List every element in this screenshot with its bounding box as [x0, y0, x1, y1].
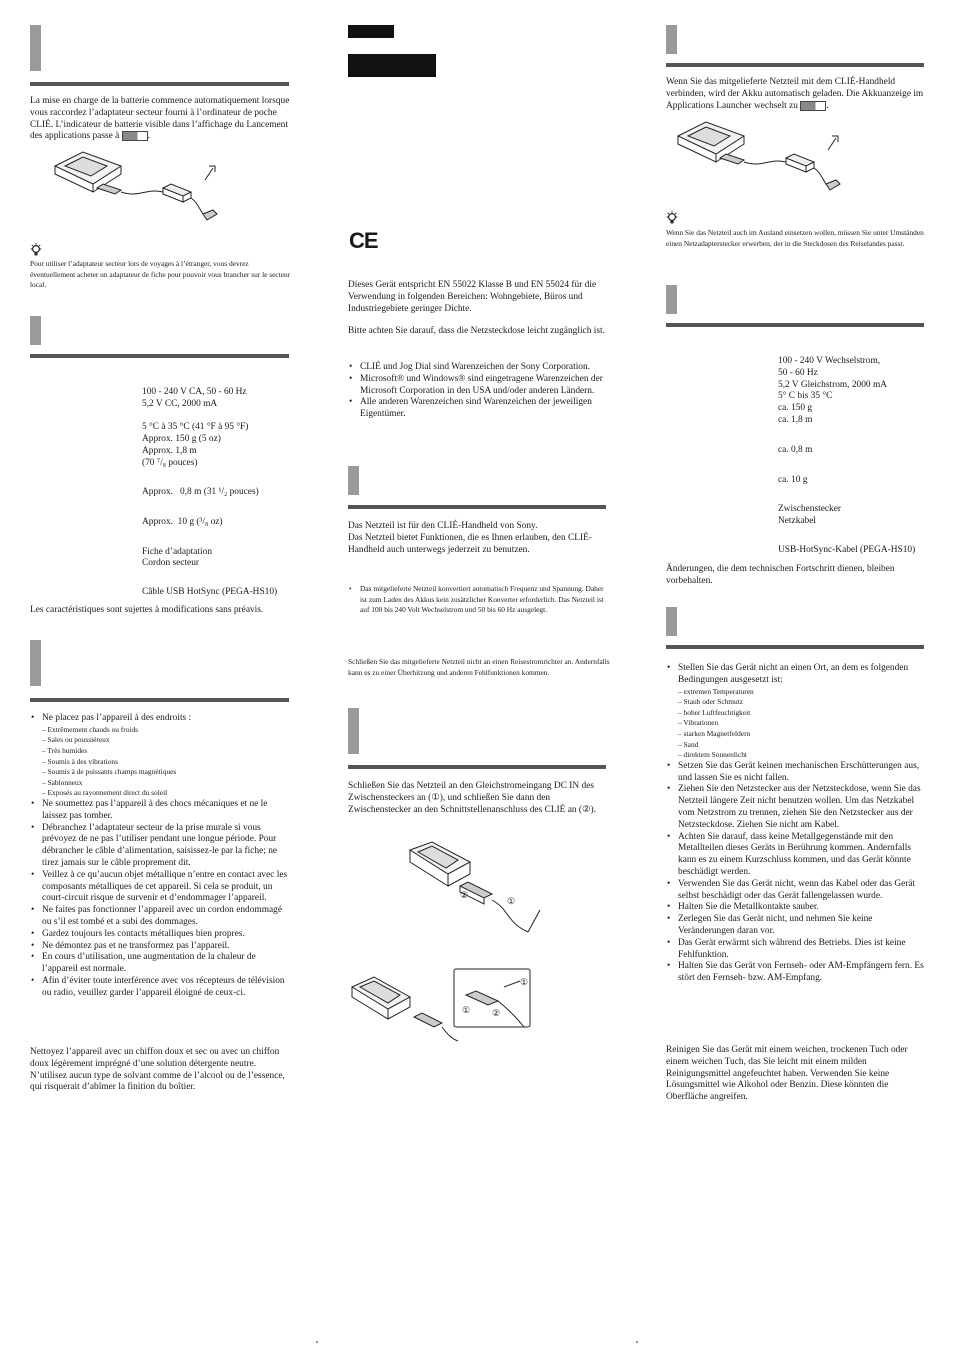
spec-note-de: Änderungen, die dem technischen Fortschritt dienen, bleiben vorbehalten. [666, 564, 895, 586]
section-marker-charge-fr [30, 25, 41, 71]
section-marker-connect [348, 708, 359, 754]
list-item: • Afin d’éviter toute interférence avec vos récepteurs de télévision ou radio, veuillez garder l’appareil éloigné de ceux-ci. [31, 976, 290, 1000]
battery-charging-icon [800, 100, 829, 111]
spec-weight-fr: Approx. 10 g (³/₈ oz) [142, 517, 223, 527]
charge-text-de-body: Wenn Sie das mitgelieferte Netzteil mit dem CLIÉ-Handheld verbinden, wird der Akku automatisch geladen. Die Akkuanzeige im Applications Launcher wechselt zu [666, 77, 924, 111]
spec-line: 5,2 V Gleichstrom, 2000 mA [778, 379, 888, 390]
section-rule-connect [348, 765, 606, 769]
list-item: – Sablonneux [42, 777, 83, 787]
ce-mark: CE [349, 228, 378, 253]
list-item: • Ne soumettez pas l’appareil à des chocs mécaniques et ne le laissez pas tomber. [31, 799, 290, 823]
fold-mark [636, 1341, 638, 1343]
spec-line: (70 ⁷/₈ pouces) [142, 457, 198, 468]
charge-text-de-end: . [826, 100, 829, 111]
callout-num-2: ② [460, 890, 469, 900]
cleaning-de: Reinigen Sie das Gerät mit einem weichen, trockenen Tuch oder einem weichen Tuch, das Sie leicht mit einem milden Reinigungsmittel angefeuchtet haben. Verwenden Sie keine Lösungsmittel wie Alkohol oder Benzin. Diese könnten die Oberfläche angreifen. [666, 1045, 908, 1103]
cleaning-fr: Nettoyez l’appareil avec un chiffon doux et sec ou avec un chiffon doux légèrement imprégné d’une solution détergente neutre. N’utilisez aucun type de solvant comme de l’alcool ou de l’essence, qui risquerait d’abîmer la finition du boîtier. [30, 1047, 285, 1093]
spec-line: 5 °C à 35 °C (41 °F à 95 °F) [142, 422, 249, 433]
list-item: • Zerlegen Sie das Gerät nicht, und nehmen Sie keine Veränderungen daran vor. [667, 914, 926, 938]
callout-num-1: ① [507, 896, 516, 906]
spec-note-fr: Les caractéristiques sont sujettes à modifications sans préavis. [30, 605, 264, 615]
precautions-list-de [667, 663, 926, 985]
spec-line [142, 411, 292, 423]
list-item: – Sand [678, 740, 926, 751]
callout-num-2-inset: ② [492, 1008, 501, 1018]
list-item: • Setzen Sie das Gerät keinen mechanischen Erschütterungen aus, und lassen Sie es nicht fallen. [667, 761, 926, 785]
list-item: – direktem Sonnenlicht [678, 750, 926, 761]
charge-text-de [666, 77, 928, 113]
list-item: – Soumis à des vibrations [42, 756, 118, 766]
tip-text-fr: Pour utiliser l’adaptateur secteur lors de voyages à l’étranger, vous devrez éventuellement acheter un adaptateur de fiche pour pouvoir vous brancher sur le secteur local. [30, 259, 291, 290]
section-marker-intro [348, 466, 359, 495]
spec-line: ca. 150 g [778, 403, 813, 414]
list-item: – hoher Luftfeuchtigkeit [678, 708, 926, 719]
charging-illustration-de [668, 118, 848, 192]
charge-text-fr [30, 96, 292, 143]
list-item: • Halten Sie die Metallkontakte sauber. [667, 902, 926, 914]
callout-num-1-inset: ① [462, 1005, 471, 1015]
section-rule-precautions-de [666, 645, 924, 649]
list-item: – Vibrationen [678, 718, 926, 729]
list-item: • Ziehen Sie den Netzstecker aus der Netzsteckdose, wenn Sie das Netzteil längere Zeit nicht benutzen wollen. Um das Netzkabel vom Netzstrom zu trennen, ziehen Sie den Netzstecker aus der Netzsteckdose. Ziehen Sie nicht am Kabel. [667, 784, 926, 831]
list-item: • Achten Sie darauf, dass keine Metallgegenstände mit den Metallteilen dieses Geräts in Berührung kommen. Andernfalls kann es zu einem Kurzschluss kommen, und das Gerät könnte beschädigt werden. [667, 832, 926, 879]
section-marker-specs-de [666, 285, 677, 314]
list-item: – Extrêmement chauds ou froids [42, 724, 139, 734]
list-item: – starken Magnetfeldern [678, 729, 926, 740]
language-tab-small [348, 25, 394, 38]
section-rule-intro [348, 505, 606, 509]
feature-list [349, 584, 608, 616]
list-item: – Soumis à de puissants champs magnétiques [42, 767, 177, 777]
connect-illustration-top [400, 840, 550, 935]
battery-charging-icon [122, 131, 148, 141]
spec-line: Approx. 150 g (5 oz) [142, 434, 221, 445]
section-rule-precautions-fr [30, 698, 289, 702]
warning-text: Schließen Sie das mitgelieferte Netzteil nicht an einen Reisestromrichter an. Andernfalls kann es zu einer Überhitzung und anderen Fehlfunktionen kommen. [348, 657, 610, 677]
spec-weight-de: ca. 10 g [778, 475, 808, 485]
conformity-text: Dieses Gerät entspricht EN 55022 Klasse B und EN 55024 für die Verwendung in folgenden Bereichen: Wohngebiete, Büros und Industriegebiete geringer Dichte. [348, 280, 597, 314]
section-marker-specs-fr [30, 316, 41, 345]
section-rule-specs-fr [30, 354, 289, 358]
precaution-intro: Stellen Sie das Gerät nicht an einen Ort, an dem es folgenden Bedingungen ausgesetzt ist: [678, 663, 909, 685]
list-item [667, 663, 926, 761]
spec-acc2-fr: Cordon secteur [142, 558, 200, 568]
spec-line: 5° C bis 35 °C [778, 391, 833, 402]
spec-line: 100 - 240 V Wechselstrom, [778, 356, 881, 366]
spec-cable-de: ca. 0,8 m [778, 445, 813, 455]
connect-text: Schließen Sie das Netzteil an den Gleichstromeingang DC IN des Zwischensteckers an (①), und schließen Sie dann den Zwischenstecker an den Schnittstellenanschluss des CLIÉ an (②). [348, 781, 596, 815]
list-item: • Gardez toujours les contacts métalliques bien propres. [31, 929, 290, 941]
trademark-list [349, 362, 608, 421]
spec-acc1-de: Zwischenstecker [778, 504, 841, 514]
spec-line: Approx. 1,8 m [142, 445, 197, 456]
list-item [31, 713, 290, 799]
section-marker-charge-de [666, 25, 677, 54]
section-rule-specs-de [666, 323, 924, 327]
spec-usb-de: USB-HotSync-Kabel (PEGA-HS10) [778, 545, 916, 555]
fold-mark [316, 1341, 318, 1343]
language-tab-large [348, 54, 436, 77]
list-item: – Sales ou poussiéreux [42, 735, 110, 745]
charge-text-fr-end: . [147, 131, 150, 142]
spec-line: 50 - 60 Hz [778, 367, 818, 378]
precautions-list-fr [31, 713, 290, 1000]
list-item: • Ne démontez pas et ne transformez pas l’appareil. [31, 941, 290, 953]
list-item: • Microsoft® und Windows® sind eingetragene Warenzeichen der Microsoft Corporation in den USA und/oder anderen Ländern. [349, 374, 608, 398]
spec-acc1-fr: Fiche d’adaptation [142, 547, 213, 557]
list-item: • Verwenden Sie das Gerät nicht, wenn das Kabel oder das Gerät selbst beschädigt oder das Gerät fallengelassen wurde. [667, 879, 926, 903]
list-item: • En cours d’utilisation, une augmentation de la chaleur de l’appareil est normale. [31, 952, 290, 976]
section-rule-charge-de [666, 63, 924, 67]
place-list [42, 725, 290, 799]
spec-cable-fr: Approx. 0,8 m (31 ¹/₂ pouces) [142, 487, 259, 497]
list-item: • Halten Sie das Gerät von Fernseh- oder AM-Empfängern fern. Es stört den Fernseh- bzw. AM-Empfang. [667, 961, 926, 985]
section-marker-precautions-de [666, 607, 677, 636]
tip-text-de: Wenn Sie das Netzteil auch im Ausland einsetzen wollen, müssen Sie unter Umständen einen Netzadapterstecker erwerben, der in die Steckdosen des Reiselandes passt. [666, 228, 924, 248]
list-item: • CLIÉ und Jog Dial sind Warenzeichen der Sony Corporation. [349, 362, 608, 374]
list-item: • Ne faites pas fonctionner l’appareil avec un cordon endommagé ou s’il est tombé et a subi des dommages. [31, 905, 290, 929]
list-item: – Très humides [42, 745, 88, 755]
charging-illustration-fr [45, 148, 225, 222]
specs-de [778, 356, 928, 427]
precaution-intro: Ne placez pas l’appareil à des endroits : [42, 713, 192, 723]
place-list [678, 687, 926, 761]
spec-acc2-de: Netzkabel [778, 516, 816, 526]
list-item: • Das Gerät erwärmt sich während des Betriebs. Dies ist keine Fehlfunktion. [667, 938, 926, 962]
socket-text: Bitte achten Sie darauf, dass die Netzsteckdose leicht zugänglich ist. [348, 326, 605, 336]
spec-usb-fr: Câble USB HotSync (PEGA-HS10) [142, 587, 278, 597]
list-item: – Staub oder Schmutz [678, 697, 926, 708]
spec-line: ca. 1,8 m [778, 414, 813, 425]
connect-illustration-bottom [348, 965, 533, 1043]
charge-text-fr-body: La mise en charge de la batterie commence automatiquement lorsque vous raccordez l’adaptateur secteur fourni à l’ordinateur de poche CLIÉ. L’indicateur de batterie visible dans l’affichage du Lancement des applications passe à [30, 96, 290, 142]
section-rule-charge-fr [30, 82, 289, 86]
list-item: • Alle anderen Warenzeichen sind Warenzeichen der jeweiligen Eigentümer. [349, 397, 608, 421]
section-marker-precautions-fr [30, 640, 41, 686]
list-item: • Débranchez l’adaptateur secteur de la prise murale si vous prévoyez de ne pas l’utiliser pendant une longue période. Pour débrancher le câble d’alimentation, saisissez-le par la fiche; ne tirez jamais sur le câble proprement dit. [31, 823, 290, 870]
list-item: – Exposés au rayonnement direct du soleil [42, 788, 168, 798]
spec-line: 5,2 V CC, 2000 mA [142, 398, 218, 409]
list-item: • Das mitgelieferte Netzteil konvertiert automatisch Frequenz und Spannung. Daher ist zum Laden des Akkus kein zusätzlicher Konverter erforderlich. Das Netzteil ist auf 100 bis 240 Volt Wechselstrom und 50 bis 60 Hz ausgelegt. [349, 584, 608, 616]
specs-fr [142, 387, 292, 470]
list-item: – extremen Temperaturen [678, 687, 926, 698]
list-item: • Veillez à ce qu’aucun objet métallique n’entre en contact avec les composants métalliques de cet appareil. Si cela se produit, un court-circuit risque de survenir et d’endommager l’appareil. [31, 870, 290, 905]
spec-line: 100 - 240 V CA, 50 - 60 Hz [142, 387, 247, 397]
callout-num-1-inset-right: ① [520, 977, 529, 987]
intro-text: Das Netzteil ist für den CLIÉ-Handheld von Sony. Das Netzteil bietet Funktionen, die es Ihnen erlauben, den CLIÉ-Handheld auch unterwegs jederzeit zu benutzen. [348, 521, 592, 555]
